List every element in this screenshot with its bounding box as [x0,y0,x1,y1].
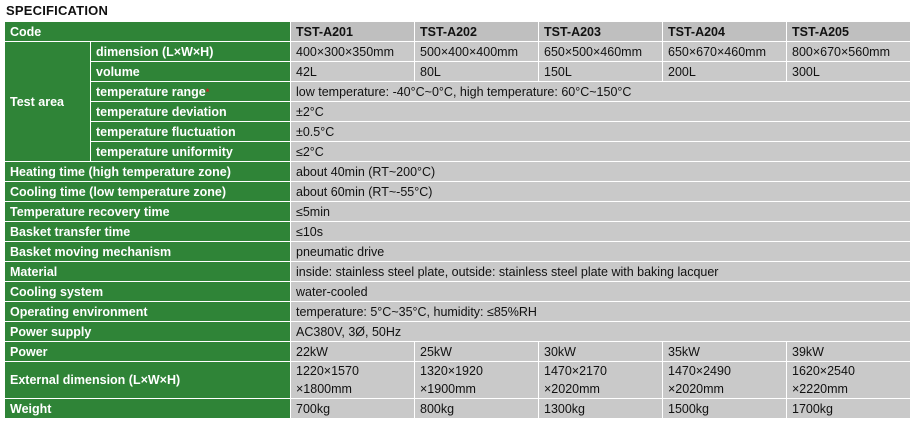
basket-transfer-value: ≤10s [291,222,911,242]
basket-moving-label: Basket moving mechanism [5,242,291,262]
material-row [5,262,911,282]
dimension-value: 650×500×460mm [539,42,663,62]
temperature-fluctuation-row [5,122,911,142]
basket-transfer-row [5,222,911,242]
code-label: Code [5,22,291,42]
cooling-time-value: about 60min (RT~-55°C) [291,182,911,202]
external-dimension-value [291,362,415,399]
temperature-uniformity-row [5,142,911,162]
basket-transfer-label: Basket transfer time [5,222,291,242]
external-dimension-line: 1620×2540 [792,364,855,378]
model-code: TST-A205 [787,22,911,42]
temperature-deviation-label: temperature deviation [91,102,291,122]
recovery-time-label: Temperature recovery time [5,202,291,222]
external-dimension-line: ×2020mm [668,382,724,396]
heating-time-value: about 40min (RT~200°C) [291,162,911,182]
volume-value: 80L [415,62,539,82]
weight-value: 1700kg [787,399,911,419]
basket-moving-value: pneumatic drive [291,242,911,262]
weight-value: 1300kg [539,399,663,419]
temperature-range-label-text: temperature range [96,84,206,99]
external-dimension-value [663,362,787,399]
external-dimension-line: 1470×2170 [544,364,607,378]
external-dimension-value [539,362,663,399]
volume-value: 150L [539,62,663,82]
external-dimension-line: 1220×1570 [296,364,359,378]
weight-value: 1500kg [663,399,787,419]
material-value: inside: stainless steel plate, outside: stainless steel plate with baking lacquer [291,262,911,282]
external-dimension-line: 1320×1920 [420,364,483,378]
external-dimension-line: 1470×2490 [668,364,731,378]
recovery-time-value: ≤5min [291,202,911,222]
volume-value: 200L [663,62,787,82]
power-value: 35kW [663,342,787,362]
weight-value: 700kg [291,399,415,419]
power-supply-value: AC380V, 3Ø, 50Hz [291,322,911,342]
power-value: 25kW [415,342,539,362]
temperature-range-label [91,82,291,102]
volume-row [5,62,911,82]
power-label: Power [5,342,291,362]
dimension-row [5,42,911,62]
weight-label: Weight [5,399,291,419]
test-area-label: Test area [5,42,91,162]
recovery-time-row [5,202,911,222]
dimension-label: dimension (L×W×H) [91,42,291,62]
external-dimension-line: ×2220mm [792,382,848,396]
temperature-range-row [5,82,911,102]
operating-environment-label: Operating environment [5,302,291,322]
model-code: TST-A201 [291,22,415,42]
power-supply-row [5,322,911,342]
cooling-time-label: Cooling time (low temperature zone) [5,182,291,202]
dimension-value: 800×670×560mm [787,42,911,62]
model-code: TST-A203 [539,22,663,42]
code-row [5,22,911,42]
power-value: 22kW [291,342,415,362]
volume-label: volume [91,62,291,82]
temperature-fluctuation-label: temperature fluctuation [91,122,291,142]
temperature-deviation-value: ±2°C [291,102,911,122]
dimension-value: 400×300×350mm [291,42,415,62]
heating-time-label: Heating time (high temperature zone) [5,162,291,182]
model-code: TST-A204 [663,22,787,42]
spec-title: SPECIFICATION [6,3,109,18]
dimension-value: 650×670×460mm [663,42,787,62]
dimension-value: 500×400×400mm [415,42,539,62]
external-dimension-label: External dimension (L×W×H) [5,362,291,399]
external-dimension-value [787,362,911,399]
temperature-range-value: low temperature: -40°C~0°C, high temperature: 60°C~150°C [291,82,911,102]
temperature-uniformity-label: temperature uniformity [91,142,291,162]
basket-moving-row [5,242,911,262]
external-dimension-line: ×2020mm [544,382,600,396]
power-value: 39kW [787,342,911,362]
heating-time-row [5,162,911,182]
temperature-uniformity-value: ≤2°C [291,142,911,162]
power-value: 30kW [539,342,663,362]
weight-value: 800kg [415,399,539,419]
model-code: TST-A202 [415,22,539,42]
external-dimension-line: ×1800mm [296,382,352,396]
external-dimension-line: ×1900mm [420,382,476,396]
operating-environment-row [5,302,911,322]
spec-table [4,21,911,419]
cooling-system-label: Cooling system [5,282,291,302]
cooling-system-value: water-cooled [291,282,911,302]
temperature-deviation-row [5,102,911,122]
cooling-system-row [5,282,911,302]
power-supply-label: Power supply [5,322,291,342]
volume-value: 42L [291,62,415,82]
power-row [5,342,911,362]
material-label: Material [5,262,291,282]
footnote-mark: * [205,86,210,97]
operating-environment-value: temperature: 5°C~35°C, humidity: ≤85%RH [291,302,911,322]
temperature-fluctuation-value: ±0.5°C [291,122,911,142]
weight-row [5,399,911,419]
external-dimension-value [415,362,539,399]
volume-value: 300L [787,62,911,82]
cooling-time-row [5,182,911,202]
external-dimension-row [5,362,911,399]
